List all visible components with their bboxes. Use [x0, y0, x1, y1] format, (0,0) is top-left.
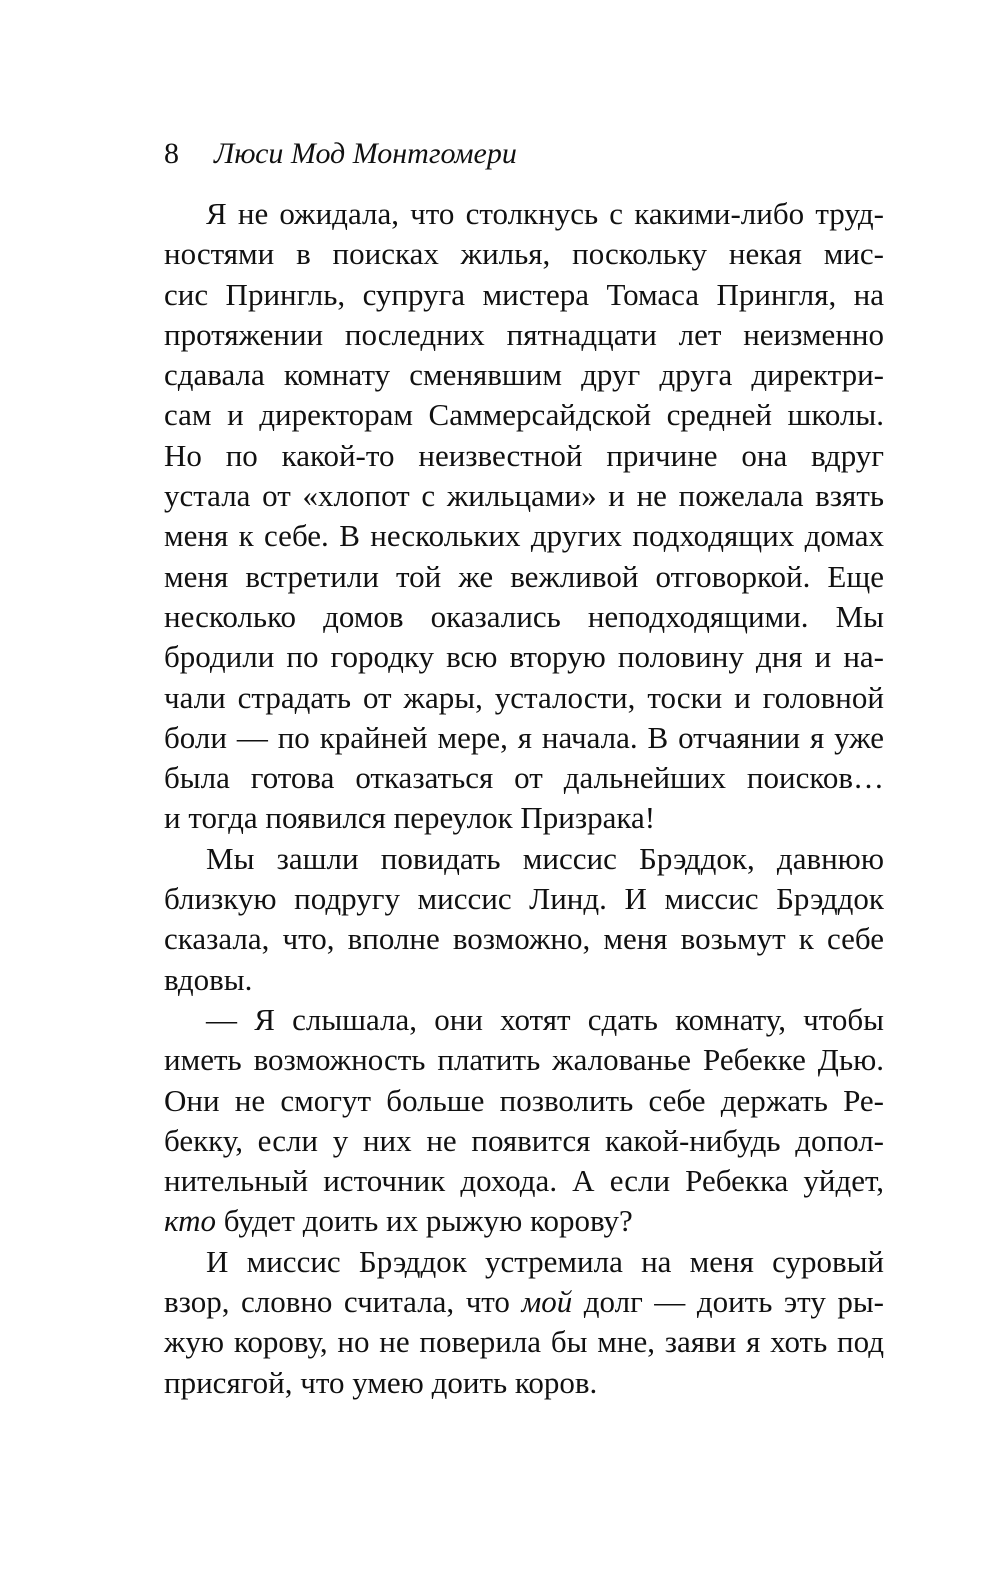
text-line: иметь возможность платить жалованье Ребекке Дью. — [164, 1042, 884, 1078]
text-line: сис Прингль, супруга мистера Томаса Прингля, на — [164, 276, 884, 312]
text-line: близкую подругу миссис Линд. И миссис Брэддок — [164, 881, 884, 917]
text-fragment: взор, словно считала, что — [164, 1284, 522, 1320]
text-line: бекку, если у них не появится какой-нибудь допол- — [164, 1122, 884, 1158]
text-line: меня встретили той же вежливой отговоркой. Еще — [164, 558, 884, 594]
text-line: нительный источник дохода. А если Ребекка уйдет, — [164, 1163, 884, 1199]
text-line: сказала, что, вполне возможно, меня возьмут к себе — [164, 921, 884, 957]
text-line: протяжении последних пятнадцати лет неизменно — [164, 316, 884, 352]
text-fragment: будет доить их рыжую корову? — [215, 1203, 633, 1239]
text-line: устала от «хлопот с жильцами» и не пожелала взять — [164, 478, 884, 514]
italic-word: мой — [521, 1284, 573, 1320]
text-line: меня к себе. В нескольких других подходящих домах — [164, 518, 884, 554]
text-line: бродили по городку всю вторую половину дня и на- — [164, 639, 884, 675]
text-line: ностями в поисках жилья, поскольку некая мис- — [164, 236, 884, 272]
text-line: жую корову, но не поверила бы мне, заяви я хоть под — [164, 1324, 884, 1360]
text-line: была готова отказаться от дальнейших поисков… — [164, 760, 884, 796]
text-line: вдовы. — [164, 961, 253, 997]
text-line: боли — по крайней мере, я начала. В отчаянии я уже — [164, 719, 884, 755]
italic-word: кто — [164, 1203, 216, 1239]
text-line: Они не смогут больше позволить себе держать Ре- — [164, 1082, 884, 1118]
text-line — [164, 1282, 884, 1322]
text-fragment: долг — доить эту ры- — [572, 1284, 884, 1320]
text-line — [164, 1201, 884, 1241]
text-line: И миссис Брэддок устремила на меня суровый — [206, 1243, 884, 1279]
text-line: — Я слышала, они хотят сдать комнату, чтобы — [206, 1001, 884, 1037]
author-running-title: Люси Мод Монтгомери — [214, 137, 517, 170]
body-text — [164, 194, 884, 1403]
running-header — [164, 128, 884, 180]
book-page — [164, 128, 884, 1403]
text-line: сдавала комнату сменявшим друг друга директри- — [164, 357, 884, 393]
page-number: 8 — [164, 137, 179, 170]
text-line: и тогда появился переулок Призрака! — [164, 800, 656, 836]
text-line: Но по какой-то неизвестной причине она вдруг — [164, 437, 884, 473]
text-line: чали страдать от жары, усталости, тоски и головной — [164, 679, 884, 715]
text-line: Я не ожидала, что столкнусь с какими-либо труд- — [206, 196, 884, 231]
text-line: Мы зашли повидать миссис Брэддок, давнюю — [206, 840, 884, 876]
text-line: сам и директорам Саммерсайдской средней школы. — [164, 397, 884, 433]
text-line: присягой, что умею доить коров. — [164, 1364, 598, 1400]
text-line: несколько домов оказались неподходящими. Мы — [164, 598, 884, 634]
